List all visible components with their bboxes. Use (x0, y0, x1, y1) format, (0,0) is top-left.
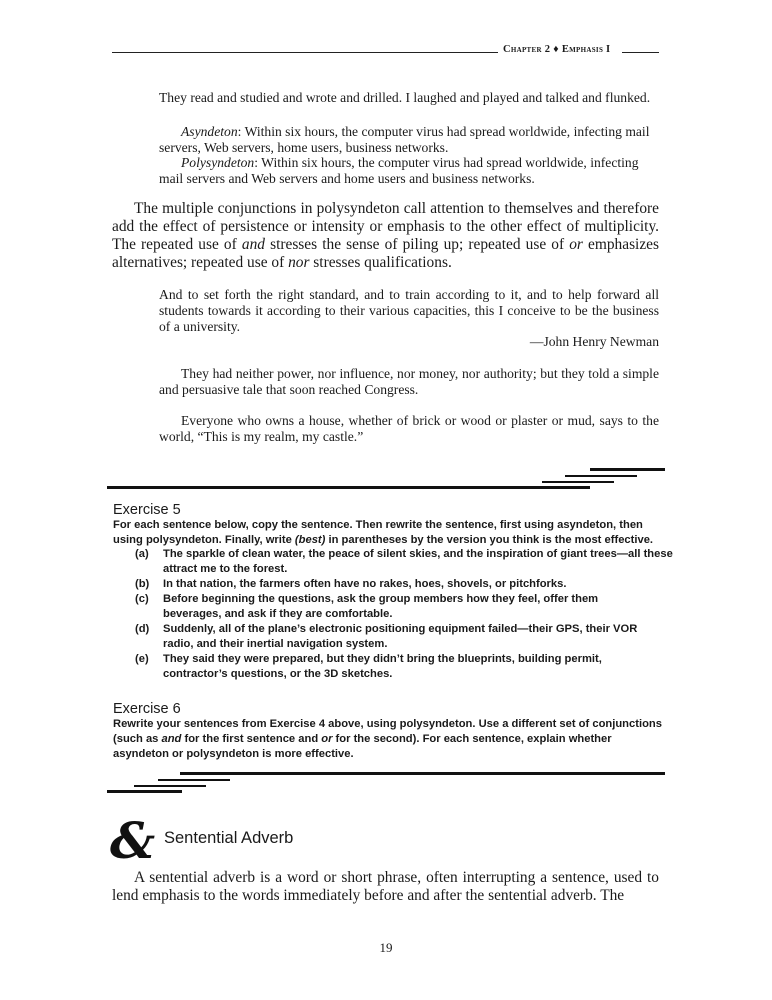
example-sentence: They read and studied and wrote and drilled. I laughed and played and talked and flunked. (159, 90, 651, 105)
asyndeton-label: Asyndeton (181, 124, 238, 139)
exercise-5-instructions: For each sentence below, copy the sentence. Then rewrite the sentence, first using asyndeton, then using polysyndeton. Finally, write (best) in parentheses by the version you think is the most effective. (113, 519, 654, 546)
decorative-bar (107, 790, 182, 793)
polysyndeton-example: Polysyndeton: Within six hours, the computer virus had spread worldwide, infecting mail servers and Web servers and home users and business networks. (159, 155, 639, 186)
block-quote: And to set forth the right standard, and to train according to it, and to help forward all students towards it according to their various capacities, this I conceive to be the business of a university. (159, 287, 659, 334)
decorative-bar (590, 468, 665, 471)
page-number: 19 (379, 940, 393, 955)
exercise-6-instructions: Rewrite your sentences from Exercise 4 above, using polysyndeton. Use a different set of conjunctions (such as and for the first sentence and or for the second). For each sentence, explain whether asyndeton or polysyndeton is more effective. (113, 718, 662, 760)
ampersand-icon (110, 816, 162, 862)
decorative-bar (565, 475, 637, 477)
example-paragraph: Everyone who owns a house, whether of brick or wood or plaster or mud, says to the world, “This is my realm, my castle.” (159, 413, 659, 444)
decorative-bar (158, 779, 230, 781)
header-rule-left (112, 52, 498, 53)
decorative-bar (180, 772, 665, 775)
body-paragraph: The multiple conjunctions in polysyndeton call attention to themselves and therefore add the effect of persistence or intensity or emphasis to the other effect of multiplicity. The repeated use of and stresses the sense of piling up; repeated use of or emphasizes alternatives; repeated use of nor stresses qualifications. (112, 200, 659, 271)
header-rule-right (622, 52, 659, 53)
running-head: Chapter 2 ♦ Emphasis I (503, 44, 611, 55)
exercise-6-title: Exercise 6 (113, 701, 181, 717)
decorative-bar (107, 486, 590, 489)
decorative-bar (134, 785, 206, 787)
polysyndeton-label: Polysyndeton (181, 155, 255, 170)
asyndeton-example: Asyndeton: Within six hours, the computer virus had spread worldwide, infecting mail servers, Web servers, home users, business networks. (159, 124, 650, 155)
quote-attribution: —John Henry Newman (529, 334, 659, 349)
decorative-bar (542, 481, 614, 483)
section-title: Sentential Adverb (164, 829, 294, 847)
exercise-5-title: Exercise 5 (113, 502, 181, 518)
svg-text:&: & (110, 816, 156, 862)
example-paragraph: They had neither power, nor influence, nor money, nor authority; but they told a simple and persuasive tale that soon reached Congress. (159, 366, 659, 397)
section-intro: A sentential adverb is a word or short phrase, often interrupting a sentence, used to lend emphasis to the words immediately before and after the sentential adverb. The (112, 869, 659, 904)
